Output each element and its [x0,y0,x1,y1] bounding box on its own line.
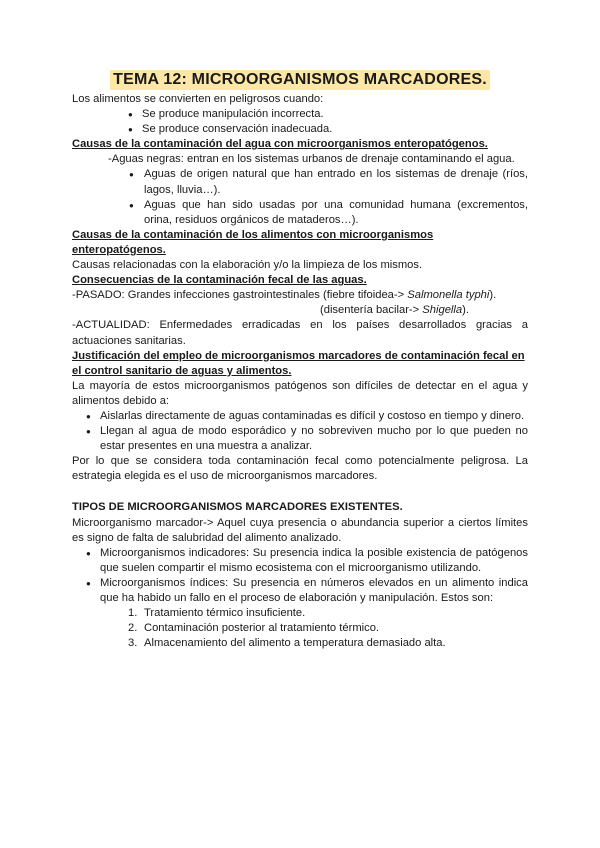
water-bullet-list [72,167,528,227]
disenteria-prefix: (disentería bacilar-> [320,304,423,317]
list-item-text: Contaminación posterior al tratamiento térmico. [144,622,380,635]
actualidad-text: -ACTUALIDAD: Enfermedades erradicadas en los países desarrollados gracias a actuaciones sanitarias. [72,319,528,347]
aguas-negras-text: -Aguas negras: entran en los sistemas urbanos de drenaje contaminando el agua. [108,153,515,166]
page-title: TEMA 12: MICROORGANISMOS MARCADORES. [110,70,490,90]
list-item [72,636,528,651]
mayoria-text: La mayoría de estos microorganismos patógenos son difíciles de detectar en el agua y alimentos debido a: [72,379,528,407]
list-item-text: Almacenamiento del alimento a temperatura demasiado alta. [144,637,446,650]
shigella-name: Shigella [422,304,463,317]
list-item: ● Aguas de origen natural que han entrado en los sistemas de drenaje (ríos, lagos, lluvia…). [72,167,528,197]
indices-numbered-list [72,606,528,651]
list-item: ● Aislarlas directamente de aguas contaminadas es difícil y costoso en tiempo y dinero. [72,409,528,424]
heading-consequences: Consecuencias de la contaminación fecal de las aguas. [72,274,367,287]
intro-bullet-list [72,107,528,137]
pasado-text [72,288,528,303]
mayoria-bullet-list [72,409,528,454]
heading-types: TIPOS DE MICROORGANISMOS MARCADORES EXISTENTES. [72,501,403,514]
pasado-suffix: ). [489,289,497,302]
list-item: ● Microorganismos índices: Su presencia en números elevados en un alimento indica que ha habido un fallo en el proceso de elaboración y manipulación. Estos son: [72,576,528,606]
list-item: ● Se produce manipulación incorrecta. [72,107,528,122]
heading-water-contamination: Causas de la contaminación del agua con microorganismos enteropatógenos. [72,138,488,151]
title-container [72,70,528,90]
intro-text: Los alimentos se convierten en peligrosos cuando: [72,93,324,105]
list-item: ● Microorganismos indicadores: Su presencia indica la posible existencia de patógenos que suelen compartir el mismo ecosistema con el microorganismo utilizando. [72,546,528,576]
list-item: ● Llegan al agua de modo esporádico y no sobreviven mucho por lo que pueden no estar presentes en una muestra a analizar. [72,424,528,454]
heading-food-contamination: Causas de la contaminación de los alimentos con microorganismos enteropatógenos. [72,228,434,256]
document-body [72,70,528,651]
list-number: 2. [128,622,138,635]
disenteria-suffix: ). [462,304,469,317]
types-bullet-list [72,546,528,606]
list-number: 3. [128,637,138,650]
conclusion-text: Por lo que se considera toda contaminación fecal como potencialmente peligrosa. La estrategia elegida es el uso de microorganismos marcadores. [72,455,528,483]
list-item [72,621,528,636]
list-item: ● Aguas que han sido usadas por una comunidad humana (excrementos, orina, residuos orgánicos de mataderos…). [72,198,528,228]
pasado-prefix: -PASADO: Grandes infecciones gastrointestinales (fiebre tifoidea-> [72,289,408,302]
list-item: ● Se produce conservación inadecuada. [72,122,528,137]
list-item-text: Tratamiento térmico insuficiente. [144,607,306,620]
list-item [72,606,528,621]
food-causes-text: Causas relacionadas con la elaboración y/o la limpieza de los mismos. [72,259,423,272]
heading-justification: Justificación del empleo de microorganismos marcadores de contaminación fecal en el control sanitario de aguas y alimentos. [72,349,525,377]
disenteria-text [72,303,528,318]
salmonella-name: Salmonella typhi [407,289,490,302]
definition-text: Microorganismo marcador-> Aquel cuya presencia o abundancia superior a ciertos límites es signo de falta de salubridad del alimento analizado. [72,516,528,544]
list-number: 1. [128,607,138,620]
